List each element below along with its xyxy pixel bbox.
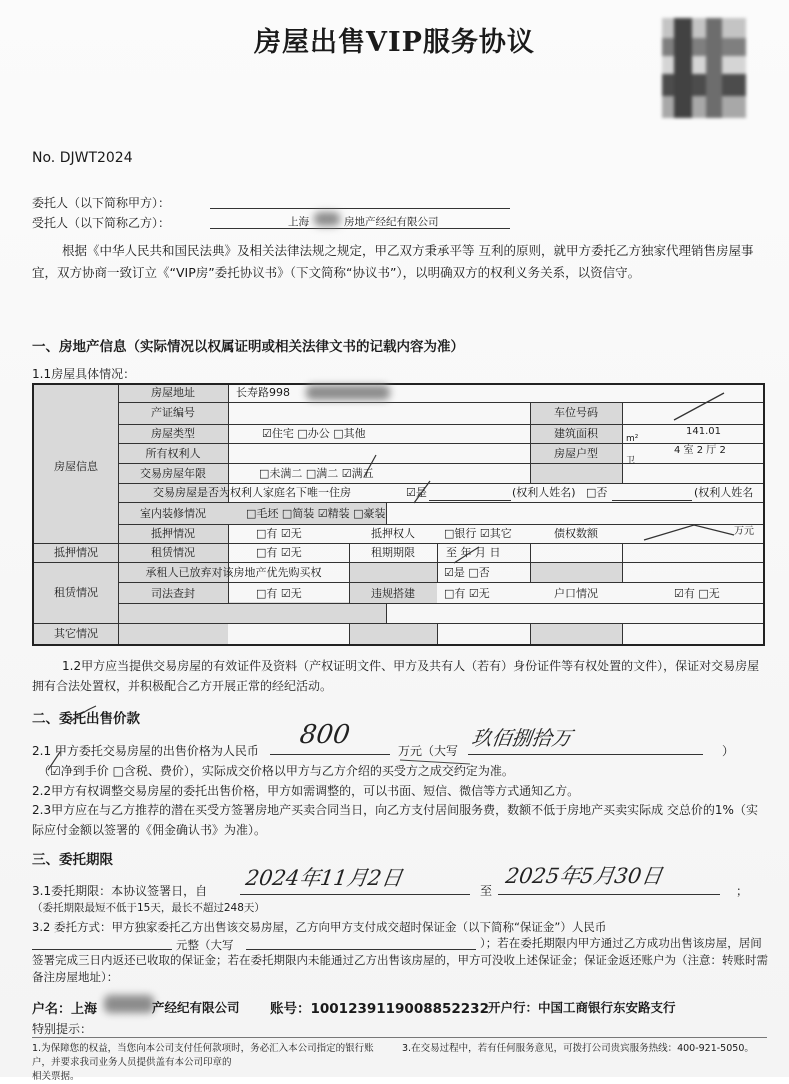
years-options: □未满二 □满二 ☑满五 — [259, 467, 374, 480]
section-2-heading: 二、委托出售价款 — [32, 711, 140, 727]
parking-label: 车位号码 — [554, 406, 598, 419]
price-line-d: （☑净到手价 □含税、费价），实际成交价格以甲方与乙方介绍的买受方之成交约定为准。 — [38, 764, 514, 778]
hukou-options: ☑有 □无 — [674, 587, 720, 600]
years-label: 交易房屋年限 — [140, 467, 206, 480]
mortgagee-label: 抵押权人 — [371, 527, 415, 540]
seizure-label: 司法查封 — [151, 587, 195, 600]
term-line-a: 3.1委托期限：本协议签署日，自 — [32, 884, 208, 898]
note-1-2: 1.2甲方应当提供交易房屋的有效证件及资料（产权证明文件、甲方及共有人（若有）身份证件等有权处置的文件），保证对交易房屋拥有合法处置权，并积极配合乙方开展正常的经纪活动。 — [32, 659, 760, 693]
sole-no-name: (权利人姓名 — [694, 486, 754, 499]
tips-heading: 特别提示： — [32, 1022, 93, 1036]
account-bank: 开户行：中国工商银行东安路支行 — [488, 1000, 676, 1015]
term-note: （委托期限最短不低于15天，最长不超过248天） — [32, 902, 265, 914]
document-title: 房屋出售VIP服务协议 — [254, 27, 535, 58]
waive-options: ☑是 □否 — [444, 566, 490, 579]
mortgage-options: □有 ☑无 — [256, 527, 302, 540]
document-number: No. DJWT2024 — [32, 150, 133, 166]
term-line-b: 至 — [480, 884, 493, 898]
debt-label: 债权数额 — [554, 527, 598, 540]
group-mortgage: 抵押情况 — [54, 546, 98, 559]
tip-3: 3.在交易过程中，若有任何服务意见，可拨打公司贵宾服务热线：400-921-5050。 — [402, 1043, 754, 1054]
agent-label: 受托人（以下简称乙方）： — [32, 216, 171, 230]
section-1-1-label: 1.1房屋具体情况： — [32, 367, 136, 381]
clause-2-2: 2.2甲方有权调整交易房屋的委托出售价格，甲方如需调整的，可以书面、短信、微信等方式通知乙方。 — [32, 784, 580, 798]
section-3-heading: 三、委托期限 — [32, 852, 113, 868]
clause-2-3: 2.3甲方应在与乙方推荐的潜在买受方签署房地产买卖合同当日，向乙方支付居间服务费，数额不低于房地产买卖实际成 交总价的1%（实际应付金额以签署的《佣金确认书》为准）。 — [32, 803, 758, 837]
cert-label: 产证编号 — [151, 406, 195, 419]
intro-paragraph: 根据《中华人民共和国民法典》及相关法律法规之规定，甲乙双方秉承平等 互利的原则，就甲方委托乙方独家代理销售房屋事宜，双方协商一致订立《“VIP房”委托协议书》（下文简称“协议书”），以明确双方的权利义务关系，以资信守。 — [32, 243, 754, 280]
price-line-a: 2.1 甲方委托交易房屋的出售价格为人民币 — [32, 744, 259, 758]
debt-unit: 万元 — [734, 526, 754, 537]
account-name-label: 户名：上海 — [32, 1002, 98, 1017]
sole-yes-name: (权利人姓名) — [512, 486, 576, 499]
lease-label: 租赁情况 — [151, 546, 195, 559]
address-value: 长寿路998 — [236, 386, 290, 399]
clause-3-2c: ）；若在委托期限内甲方通过乙方成功出售该房屋，居间签署完成三日内返还已收取的保证金；若在委托期限内未能通过乙方出售该房屋的，甲方可没收上述保证金；保证金返还账户为（注意：转账时需备注房屋地址）： — [32, 936, 768, 984]
address-label: 房屋地址 — [151, 386, 195, 399]
layout-label: 房屋户型 — [554, 447, 598, 460]
group-house-info: 房屋信息 — [54, 460, 98, 473]
agent-name-suffix: 房地产经纪有限公司 — [344, 216, 439, 228]
area-value: 141.01 — [686, 426, 721, 437]
owner-label: 所有权利人 — [145, 447, 201, 460]
handwritten-end-date: 2025年5月30日 — [504, 864, 665, 888]
seizure-options: □有 ☑无 — [256, 587, 302, 600]
price-line-b: 万元（大写 — [398, 744, 459, 758]
area-unit: m² — [626, 434, 639, 444]
layout-value: 4 室 2 厅 2 — [674, 445, 726, 456]
hukou-label: 户口情况 — [554, 587, 598, 600]
lease-term-label: 租期期限 — [371, 546, 415, 559]
section-1-heading: 一、房地产信息（实际情况以权属证明或相关法律文书的记载内容为准） — [32, 339, 464, 355]
mortgagee-options: □银行 ☑其它 — [444, 527, 512, 540]
account-name-suffix: 产经纪有限公司 — [152, 1000, 240, 1015]
principal-label: 委托人（以下简称甲方）： — [32, 196, 171, 210]
clause-3-2: 3.2 委托方式：甲方独家委托乙方出售该交易房屋，乙方向甲方支付成交超时保证金（以下简称“保证金”）人民币 — [32, 920, 607, 934]
group-other: 其它情况 — [54, 627, 98, 640]
sole-no: □否 — [586, 486, 608, 499]
group-lease: 租赁情况 — [54, 586, 98, 599]
handwritten-price-words: 玖佰捌拾万 — [470, 726, 574, 750]
illegal-options: □有 ☑无 — [444, 587, 490, 600]
deco-options: □毛坯 □简装 ☑精装 □豪装 — [246, 507, 386, 520]
clause-3-2b: 元整（大写 — [176, 938, 234, 952]
deco-label: 室内装修情况 — [140, 507, 206, 520]
term-line-c: ； — [736, 884, 749, 898]
type-label: 房屋类型 — [151, 427, 195, 440]
price-line-c: ） — [722, 744, 735, 758]
tip-1: 1.为保障您的权益，当您向本公司支付任何款项时，务必汇入本公司指定的银行账户，并要求我司业务人员提供盖有本公司印章的 — [32, 1043, 374, 1068]
lease-term-text: 至 年 月 日 — [446, 546, 501, 559]
layout-unit: 卫 — [626, 456, 636, 466]
type-options: ☑住宅 □办公 □其他 — [262, 427, 366, 440]
account-number: 账号：1001239119008852232 — [270, 1001, 489, 1017]
tip-1b: 相关票据。 — [32, 1071, 80, 1082]
agent-name-prefix: 上海 — [288, 216, 309, 228]
handwritten-start-date: 2024年11月2日 — [244, 866, 405, 890]
area-label: 建筑面积 — [554, 427, 598, 440]
sole-yes: ☑是 — [406, 486, 427, 499]
illegal-label: 违规搭建 — [371, 587, 415, 600]
waive-label: 承租人已放弃对该房地产优先购买权 — [145, 566, 322, 579]
sole-home-label: 交易房屋是否为权利人家庭名下唯一住房 — [153, 486, 351, 499]
handwritten-price: 800 — [297, 720, 352, 750]
lease-options: □有 ☑无 — [256, 546, 302, 559]
mortgage-label: 抵押情况 — [151, 527, 195, 540]
